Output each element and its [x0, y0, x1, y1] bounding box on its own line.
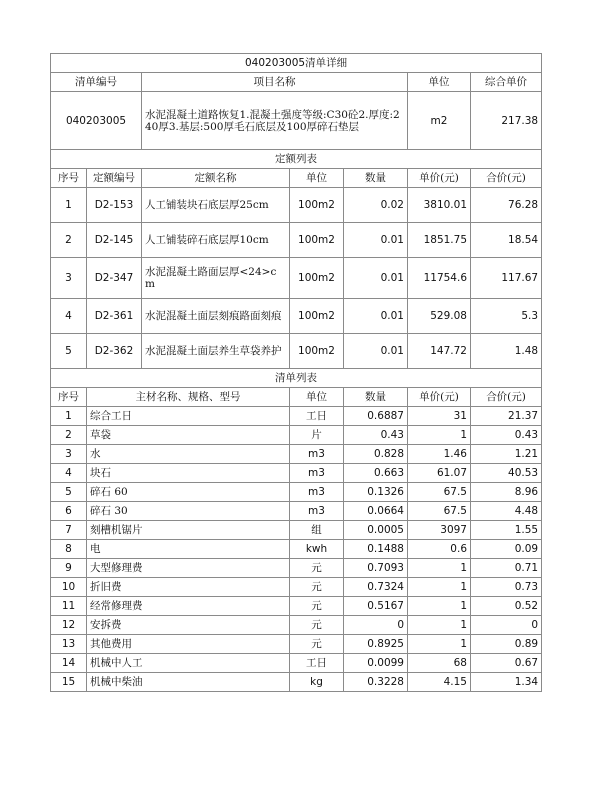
- quota-section-title: 定额列表: [51, 150, 542, 169]
- quota-total-header: 合价(元): [471, 169, 542, 188]
- material-total: 1.34: [471, 673, 542, 692]
- material-total: 0.89: [471, 635, 542, 654]
- material-row: [51, 616, 542, 635]
- material-seq: 9: [51, 559, 87, 578]
- material-price: 1: [408, 426, 471, 445]
- material-total: 0.71: [471, 559, 542, 578]
- material-price: 1: [408, 635, 471, 654]
- quota-total: 117.67: [471, 258, 542, 299]
- quota-code: D2-362: [87, 334, 142, 369]
- quota-name: 人工铺装块石底层厚25cm: [142, 188, 290, 223]
- table-title: 040203005清单详细: [51, 54, 542, 73]
- quota-seq: 2: [51, 223, 87, 258]
- material-unit: 元: [290, 597, 344, 616]
- quota-name: 水泥混凝土路面层厚<24>cm: [142, 258, 290, 299]
- material-qty: 0.7093: [344, 559, 408, 578]
- material-qty: 0.663: [344, 464, 408, 483]
- quota-code-header: 定额编号: [87, 169, 142, 188]
- material-qty: 0.0664: [344, 502, 408, 521]
- material-price: 0.6: [408, 540, 471, 559]
- material-unit: 元: [290, 559, 344, 578]
- material-price: 4.15: [408, 673, 471, 692]
- material-unit: 工日: [290, 654, 344, 673]
- material-row: [51, 578, 542, 597]
- material-price: 31: [408, 407, 471, 426]
- material-unit: kwh: [290, 540, 344, 559]
- quota-row: [51, 299, 542, 334]
- material-total: 1.21: [471, 445, 542, 464]
- material-unit: kg: [290, 673, 344, 692]
- quota-name: 水泥混凝土面层养生草袋养护: [142, 334, 290, 369]
- bill-unit-price-header: 综合单价: [471, 73, 542, 92]
- material-name: 大型修理费: [87, 559, 290, 578]
- quota-code: D2-347: [87, 258, 142, 299]
- quota-unit: 100m2: [290, 223, 344, 258]
- material-name: 综合工日: [87, 407, 290, 426]
- quota-name: 人工铺装碎石底层厚10cm: [142, 223, 290, 258]
- material-total: 0.43: [471, 426, 542, 445]
- bill-header-row: [51, 73, 542, 92]
- bill-name: 水泥混凝土道路恢复1.混凝土强度等级:C30砼2.厚度:240厚3.基层:500厚毛石底层及100厚碎石垫层: [142, 92, 408, 150]
- material-total: 40.53: [471, 464, 542, 483]
- material-total: 0.52: [471, 597, 542, 616]
- quota-price: 1851.75: [408, 223, 471, 258]
- material-seq: 8: [51, 540, 87, 559]
- material-total: 21.37: [471, 407, 542, 426]
- material-seq: 12: [51, 616, 87, 635]
- quota-unit-header: 单位: [290, 169, 344, 188]
- material-unit: 组: [290, 521, 344, 540]
- bill-code: 040203005: [51, 92, 142, 150]
- quota-code: D2-361: [87, 299, 142, 334]
- material-total: 0.67: [471, 654, 542, 673]
- material-seq: 10: [51, 578, 87, 597]
- bill-detail-table: [50, 53, 542, 692]
- quota-total: 76.28: [471, 188, 542, 223]
- quota-price-header: 单价(元): [408, 169, 471, 188]
- material-row: [51, 407, 542, 426]
- bill-code-header: 清单编号: [51, 73, 142, 92]
- material-unit: 工日: [290, 407, 344, 426]
- material-price: 61.07: [408, 464, 471, 483]
- material-price: 1: [408, 559, 471, 578]
- material-price: 3097: [408, 521, 471, 540]
- material-unit: 片: [290, 426, 344, 445]
- material-qty: 0.0005: [344, 521, 408, 540]
- material-qty: 0.5167: [344, 597, 408, 616]
- material-total: 4.48: [471, 502, 542, 521]
- quota-total: 1.48: [471, 334, 542, 369]
- quota-name: 水泥混凝土面层刻痕路面刻痕: [142, 299, 290, 334]
- material-qty: 0.6887: [344, 407, 408, 426]
- material-unit: 元: [290, 578, 344, 597]
- material-seq: 3: [51, 445, 87, 464]
- material-row: [51, 521, 542, 540]
- material-price: 1: [408, 616, 471, 635]
- material-name: 水: [87, 445, 290, 464]
- material-qty: 0.8925: [344, 635, 408, 654]
- material-section-title: 清单列表: [51, 369, 542, 388]
- material-seq: 13: [51, 635, 87, 654]
- material-total: 0: [471, 616, 542, 635]
- quota-total: 18.54: [471, 223, 542, 258]
- material-row: [51, 673, 542, 692]
- quota-price: 529.08: [408, 299, 471, 334]
- material-seq: 11: [51, 597, 87, 616]
- quota-seq: 3: [51, 258, 87, 299]
- material-name: 碎石 60: [87, 483, 290, 502]
- bill-row: [51, 92, 542, 150]
- quota-seq: 5: [51, 334, 87, 369]
- material-price: 1.46: [408, 445, 471, 464]
- material-qty: 0.1326: [344, 483, 408, 502]
- material-total: 0.09: [471, 540, 542, 559]
- material-row: [51, 540, 542, 559]
- bill-unit-header: 单位: [408, 73, 471, 92]
- material-price: 68: [408, 654, 471, 673]
- material-qty: 0.3228: [344, 673, 408, 692]
- material-price: 67.5: [408, 502, 471, 521]
- quota-total: 5.3: [471, 299, 542, 334]
- material-seq: 4: [51, 464, 87, 483]
- material-qty: 0.0099: [344, 654, 408, 673]
- quota-qty: 0.01: [344, 223, 408, 258]
- material-total: 1.55: [471, 521, 542, 540]
- quota-qty: 0.01: [344, 258, 408, 299]
- material-name: 机械中柴油: [87, 673, 290, 692]
- material-qty: 0.828: [344, 445, 408, 464]
- material-seq: 14: [51, 654, 87, 673]
- bill-unit-price: 217.38: [471, 92, 542, 150]
- material-name: 安拆费: [87, 616, 290, 635]
- quota-seq-header: 序号: [51, 169, 87, 188]
- material-row: [51, 559, 542, 578]
- material-row: [51, 445, 542, 464]
- material-row: [51, 426, 542, 445]
- material-row: [51, 654, 542, 673]
- material-name: 机械中人工: [87, 654, 290, 673]
- material-header-row: [51, 388, 542, 407]
- material-seq: 2: [51, 426, 87, 445]
- material-qty-header: 数量: [344, 388, 408, 407]
- quota-row: [51, 258, 542, 299]
- material-qty: 0.43: [344, 426, 408, 445]
- quota-unit: 100m2: [290, 334, 344, 369]
- material-seq: 7: [51, 521, 87, 540]
- quota-name-header: 定额名称: [142, 169, 290, 188]
- quota-code: D2-153: [87, 188, 142, 223]
- bill-name-header: 项目名称: [142, 73, 408, 92]
- material-qty: 0.7324: [344, 578, 408, 597]
- material-price-header: 单价(元): [408, 388, 471, 407]
- material-name: 电: [87, 540, 290, 559]
- material-total: 0.73: [471, 578, 542, 597]
- material-price: 1: [408, 597, 471, 616]
- quota-price: 3810.01: [408, 188, 471, 223]
- material-row: [51, 464, 542, 483]
- quota-qty: 0.02: [344, 188, 408, 223]
- material-row: [51, 597, 542, 616]
- material-price: 1: [408, 578, 471, 597]
- quota-unit: 100m2: [290, 299, 344, 334]
- quota-seq: 1: [51, 188, 87, 223]
- material-row: [51, 635, 542, 654]
- quota-unit: 100m2: [290, 188, 344, 223]
- material-seq: 5: [51, 483, 87, 502]
- material-name: 折旧费: [87, 578, 290, 597]
- bill-unit: m2: [408, 92, 471, 150]
- material-name: 碎石 30: [87, 502, 290, 521]
- material-unit-header: 单位: [290, 388, 344, 407]
- material-price: 67.5: [408, 483, 471, 502]
- material-qty: 0: [344, 616, 408, 635]
- material-unit: m3: [290, 502, 344, 521]
- quota-seq: 4: [51, 299, 87, 334]
- material-name: 经常修理费: [87, 597, 290, 616]
- material-seq: 6: [51, 502, 87, 521]
- quota-qty: 0.01: [344, 299, 408, 334]
- material-name: 块石: [87, 464, 290, 483]
- quota-unit: 100m2: [290, 258, 344, 299]
- quota-price: 11754.6: [408, 258, 471, 299]
- quota-header-row: [51, 169, 542, 188]
- material-seq: 15: [51, 673, 87, 692]
- material-unit: m3: [290, 483, 344, 502]
- material-name: 草袋: [87, 426, 290, 445]
- material-total: 8.96: [471, 483, 542, 502]
- material-total-header: 合价(元): [471, 388, 542, 407]
- material-seq: 1: [51, 407, 87, 426]
- material-unit: m3: [290, 464, 344, 483]
- material-unit: m3: [290, 445, 344, 464]
- material-unit: 元: [290, 616, 344, 635]
- material-seq-header: 序号: [51, 388, 87, 407]
- material-row: [51, 502, 542, 521]
- material-name: 其他费用: [87, 635, 290, 654]
- material-name-header: 主材名称、规格、型号: [87, 388, 290, 407]
- quota-row: [51, 334, 542, 369]
- material-name: 刻槽机锯片: [87, 521, 290, 540]
- quota-row: [51, 188, 542, 223]
- material-row: [51, 483, 542, 502]
- material-qty: 0.1488: [344, 540, 408, 559]
- quota-qty: 0.01: [344, 334, 408, 369]
- quota-row: [51, 223, 542, 258]
- quota-qty-header: 数量: [344, 169, 408, 188]
- quota-code: D2-145: [87, 223, 142, 258]
- quota-price: 147.72: [408, 334, 471, 369]
- material-unit: 元: [290, 635, 344, 654]
